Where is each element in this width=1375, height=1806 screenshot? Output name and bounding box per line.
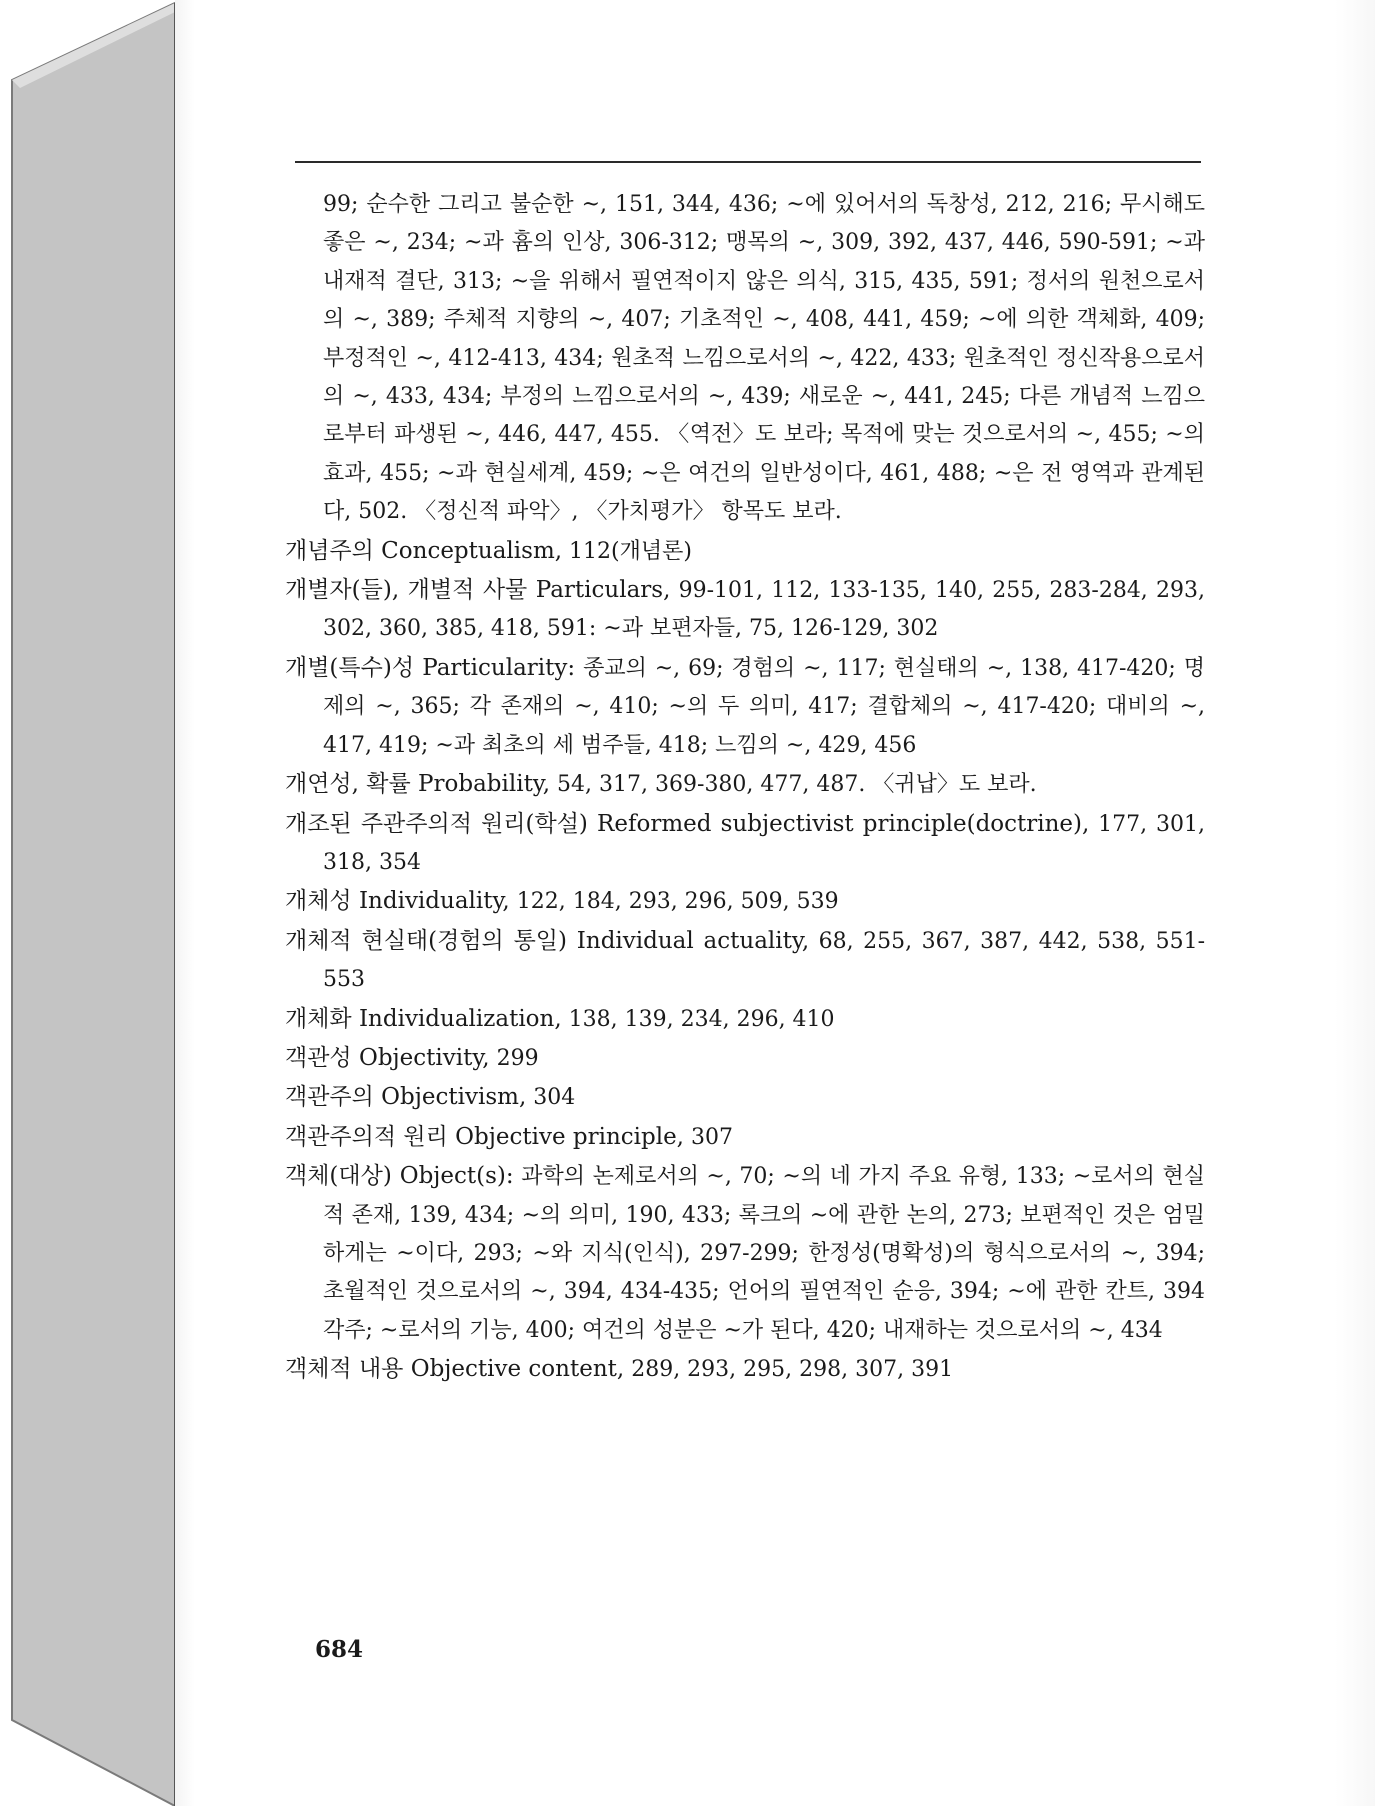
header-rule bbox=[295, 161, 1201, 163]
index-term: 개별자(들), 개별적 사물 Particulars, bbox=[285, 577, 671, 604]
index-entry bbox=[285, 1157, 1205, 1350]
continuation-paragraph: 99; 순수한 그리고 불순한 ~, 151, 344, 436; ~에 있어서의 독창성, 212, 216; 무시해도 좋은 ~, 234; ~과 흄의 인상, 306-312; 맹목의 ~, 309, 392, 437, 446, 590-591; ~과 내재적 결단, 313; ~을 위해서 필연적이지 않은 의식, 315, 435, 591; 정서의 원천으로서의 ~, 389; 주체적 지향의 ~, 407; 기초적인 ~, 408, 441, 459; ~에 의한 객체화, 409; 부정적인 ~, 412-413, 434; 원초적 느낌으로서의 ~, 422, 433; 원초적인 정신작용으로서의 ~, 433, 434; 부정의 느낌으로서의 ~, 439; 새로운 ~, 441, 245; 다른 개념적 느낌으로부터 파생된 ~, 446, 447, 455. 〈역전〉도 보라; 목적에 맞는 것으로서의 ~, 455; ~의 효과, 455; ~과 현실세계, 459; ~은 여건의 일반성이다, 461, 488; ~은 전 영역과 관계된다, 502. 〈정신적 파악〉, 〈가치평가〉 항목도 보라. bbox=[323, 192, 1205, 525]
index-entry bbox=[285, 765, 1205, 804]
index-refs: 177, 301, 318, 354 bbox=[323, 811, 1205, 875]
index-term: 개념주의 Conceptualism, bbox=[285, 537, 563, 564]
index-refs: 54, 317, 369-380, 477, 487. 〈귀납〉도 보라. bbox=[550, 772, 1037, 798]
index-term: 객관주의 Objectivism, bbox=[285, 1084, 527, 1111]
index-refs: 138, 139, 234, 296, 410 bbox=[561, 1006, 835, 1032]
index-term: 개조된 주관주의적 원리(학설) Reformed subjectivist principle(doctrine), bbox=[285, 810, 1090, 837]
index-refs: 112(개념론) bbox=[562, 538, 692, 564]
index-content bbox=[285, 186, 1205, 1390]
index-entry bbox=[285, 805, 1205, 883]
book-page bbox=[175, 0, 1375, 1806]
index-entry bbox=[285, 649, 1205, 765]
index-refs: 304 bbox=[526, 1085, 576, 1111]
index-term: 개체화 Individualization, bbox=[285, 1005, 562, 1032]
index-entry bbox=[285, 1039, 1205, 1078]
index-refs: 68, 255, 367, 387, 442, 538, 551-553 bbox=[323, 928, 1205, 993]
index-entry bbox=[285, 922, 1205, 1000]
index-entry bbox=[285, 1350, 1205, 1389]
index-refs: 122, 184, 293, 296, 509, 539 bbox=[509, 889, 839, 915]
index-entry bbox=[285, 571, 1205, 649]
index-refs: 과학의 논제로서의 ~, 70; ~의 네 가지 주요 유형, 133; ~로서의 현실적 존재, 139, 434; ~의 의미, 190, 433; 록크의 ~에 관한 논의, 273; 보편적인 것은 엄밀하게는 ~이다, 293; ~와 지식(인식), 297-299; 한정성(명확성)의 형식으로서의 ~, 394; 초월적인 것으로서의 ~, 394, 434-435; 언어의 필연적인 순응, 394; ~에 관한 칸트, 394 각주; ~로서의 기능, 400; 여건의 성분은 ~가 된다, 420; 내재하는 것으로서의 ~, 434 bbox=[323, 1164, 1206, 1343]
index-term: 개체적 현실태(경험의 통일) Individual actuality, bbox=[285, 927, 810, 954]
index-entry bbox=[285, 1118, 1205, 1157]
index-entry bbox=[285, 882, 1205, 921]
index-refs: 289, 293, 295, 298, 307, 391 bbox=[624, 1357, 954, 1383]
index-entry bbox=[285, 1078, 1205, 1117]
index-term: 객관성 Objectivity, bbox=[285, 1044, 490, 1071]
index-term: 개체성 Individuality, bbox=[285, 888, 510, 915]
page-number: 684 bbox=[315, 1636, 364, 1663]
index-refs: 299 bbox=[489, 1045, 539, 1071]
index-refs: 99-101, 112, 133-135, 140, 255, 283-284, 293, 302, 360, 385, 418, 591: ~과 보편자들, 75, 126-129, 302 bbox=[323, 578, 1205, 642]
index-refs: 307 bbox=[684, 1124, 733, 1150]
index-term: 객체(대상) Object(s): bbox=[285, 1163, 514, 1190]
index-term: 개연성, 확률 Probability, bbox=[285, 771, 551, 798]
index-term: 객관주의적 원리 Objective principle, bbox=[285, 1123, 684, 1150]
index-refs: 종교의 ~, 69; 경험의 ~, 117; 현실태의 ~, 138, 417-420; 명제의 ~, 365; 각 존재의 ~, 410; ~의 두 의미, 417; 결합체의 ~, 417-420; 대비의 ~, 417, 419; ~과 최초의 세 범주들, 418; 느낌의 ~, 429, 456 bbox=[323, 655, 1205, 758]
index-term: 객체적 내용 Objective content, bbox=[285, 1356, 625, 1383]
book-spine bbox=[0, 0, 176, 1806]
index-entry bbox=[285, 532, 1205, 571]
index-term: 개별(특수)성 Particularity: bbox=[285, 654, 576, 681]
index-entry bbox=[285, 1000, 1205, 1039]
